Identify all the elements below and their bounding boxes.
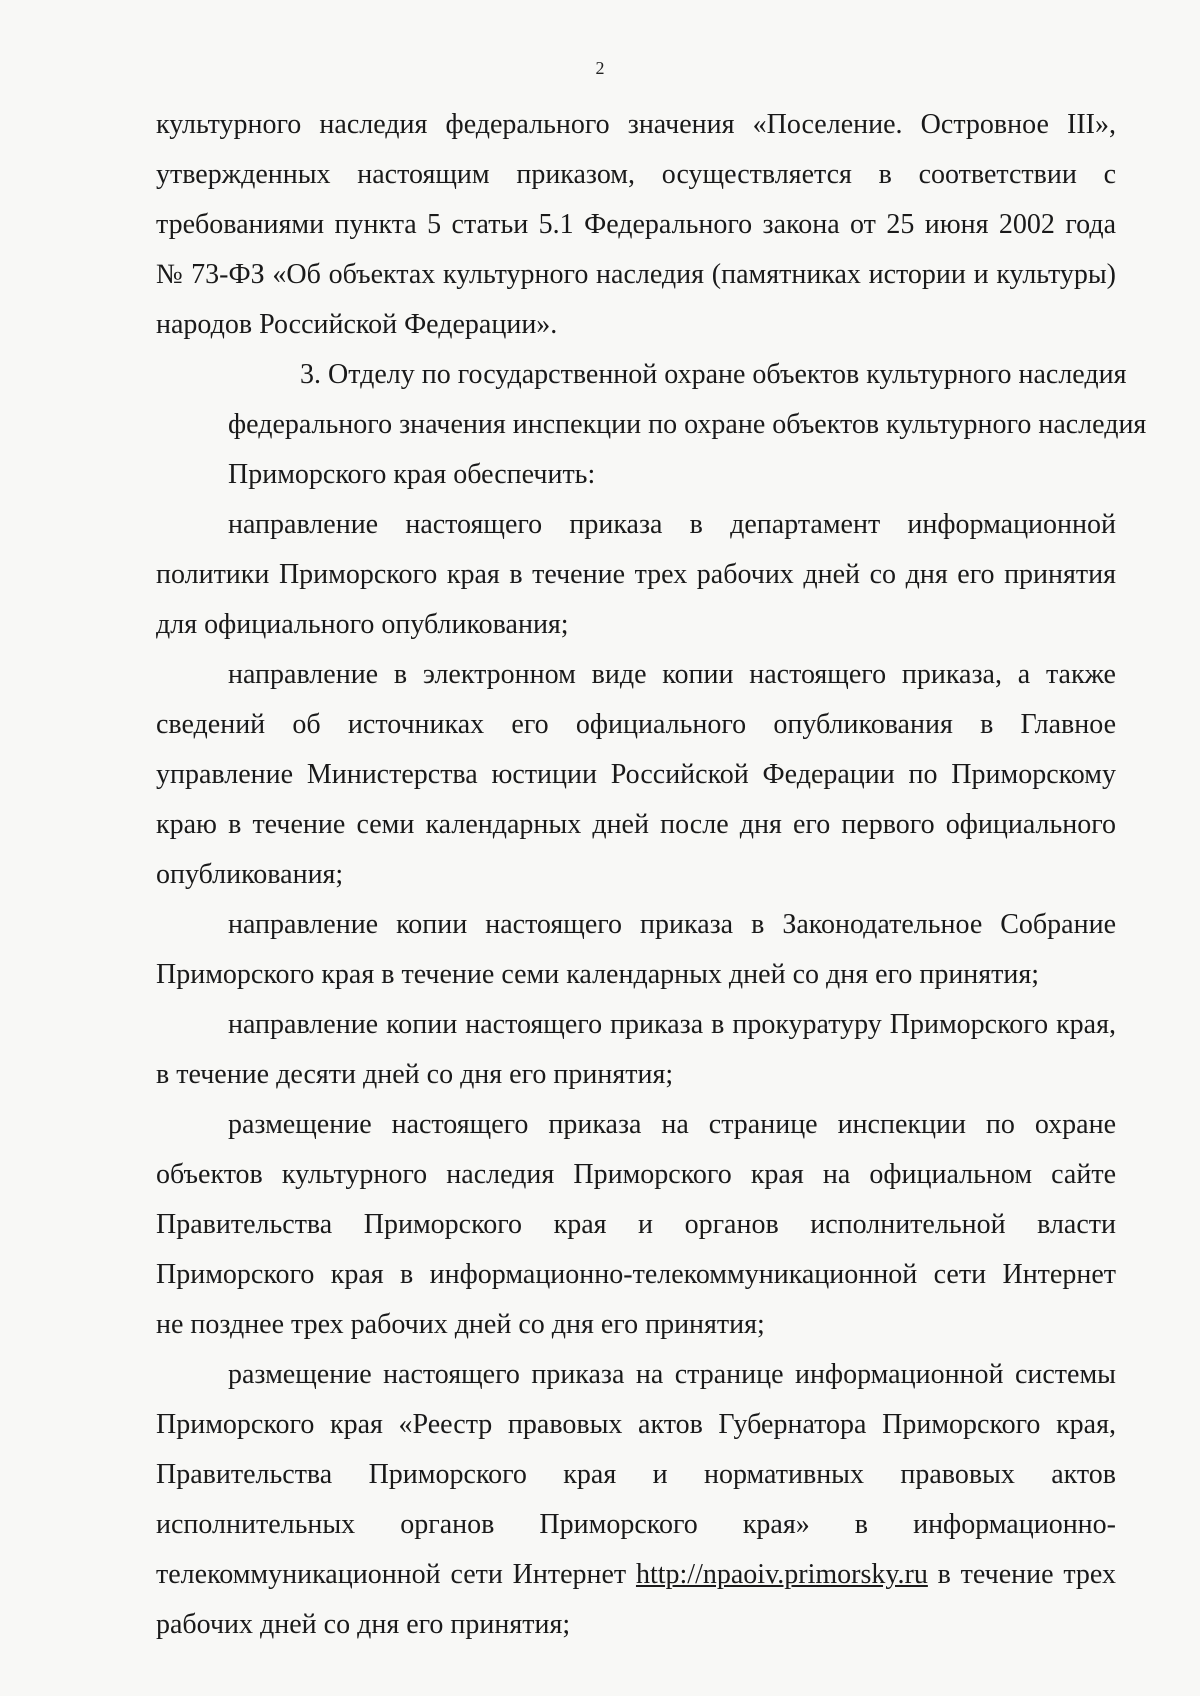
text-line: не позднее трех рабочих дней со дня его принятия;	[156, 1309, 765, 1340]
document-body	[156, 100, 1147, 1650]
paragraph-official-site	[156, 1100, 1116, 1350]
text-line: народов Российской Федерации».	[156, 309, 558, 340]
paragraph-ministry-justice	[156, 650, 1116, 900]
text-line: политики Приморского края в течение трех рабочих дней со дня его принятия	[156, 559, 1116, 590]
paragraph-registry	[156, 1350, 1116, 1650]
text-fragment: в течение трех	[927, 1559, 1116, 1590]
text-line: опубликования;	[156, 859, 344, 890]
text-line: направление копии настоящего приказа в Законодательное Собрание	[228, 909, 1116, 940]
text-line: размещение настоящего приказа на странице информационной системы	[228, 1359, 1116, 1390]
text-line: Правительства Приморского края и нормативных правовых актов	[156, 1459, 1116, 1490]
text-line: направление в электронном виде копии настоящего приказа, а также	[228, 659, 1116, 690]
text-line: управление Министерства юстиции Российской Федерации по Приморскому	[156, 759, 1116, 790]
text-line-with-link	[156, 1550, 1116, 1600]
text-fragment: телекоммуникационной сети Интернет	[156, 1559, 636, 1590]
registry-url-link[interactable]: http://npaoiv.primorsky.ru	[635, 1559, 928, 1590]
text-line: рабочих дней со дня его принятия;	[156, 1609, 571, 1640]
text-line: Приморского края «Реестр правовых актов Губернатора Приморского края,	[156, 1409, 1116, 1440]
page-number: 2	[595, 58, 605, 78]
text-line: Правительства Приморского края и органов исполнительной власти	[156, 1209, 1116, 1240]
paragraph-item-3	[156, 350, 1147, 500]
text-line: требованиями пункта 5 статьи 5.1 Федерального закона от 25 июня 2002 года	[156, 209, 1116, 240]
text-line: культурного наследия федерального значения «Поселение. Островное III»,	[156, 109, 1116, 140]
text-line: Приморского края в течение семи календарных дней со дня его принятия;	[156, 959, 1040, 990]
text-line: федерального значения инспекции по охране объектов культурного наследия	[228, 409, 1147, 440]
paragraph-dept-policy	[156, 500, 1116, 650]
text-line: направление настоящего приказа в департамент информационной	[228, 509, 1116, 540]
text-line: объектов культурного наследия Приморского края на официальном сайте	[156, 1159, 1116, 1190]
text-line: исполнительных органов Приморского края» в информационно-	[156, 1509, 1116, 1540]
text-line: 3. Отделу по государственной охране объектов культурного наследия	[300, 359, 1127, 390]
text-line: № 73-ФЗ «Об объектах культурного наследия (памятниках истории и культуры)	[156, 259, 1116, 290]
text-line: утвержденных настоящим приказом, осуществляется в соответствии с	[156, 159, 1116, 190]
text-line: сведений об источниках его официального опубликования в Главное	[156, 709, 1116, 740]
paragraph-prosecutor	[156, 1000, 1116, 1100]
text-line: направление копии настоящего приказа в прокуратуру Приморского края,	[228, 1009, 1116, 1040]
text-line: Приморского края в информационно-телекоммуникационной сети Интернет	[156, 1259, 1116, 1290]
text-line: размещение настоящего приказа на странице инспекции по охране	[228, 1109, 1116, 1140]
text-line: в течение десяти дней со дня его принятия;	[156, 1059, 674, 1090]
paragraph-legislative-assembly	[156, 900, 1116, 1000]
text-line: Приморского края обеспечить:	[228, 459, 596, 490]
paragraph-continuation	[156, 100, 1116, 350]
text-line: краю в течение семи календарных дней после дня его первого официального	[156, 809, 1116, 840]
text-line: для официального опубликования;	[156, 609, 569, 640]
